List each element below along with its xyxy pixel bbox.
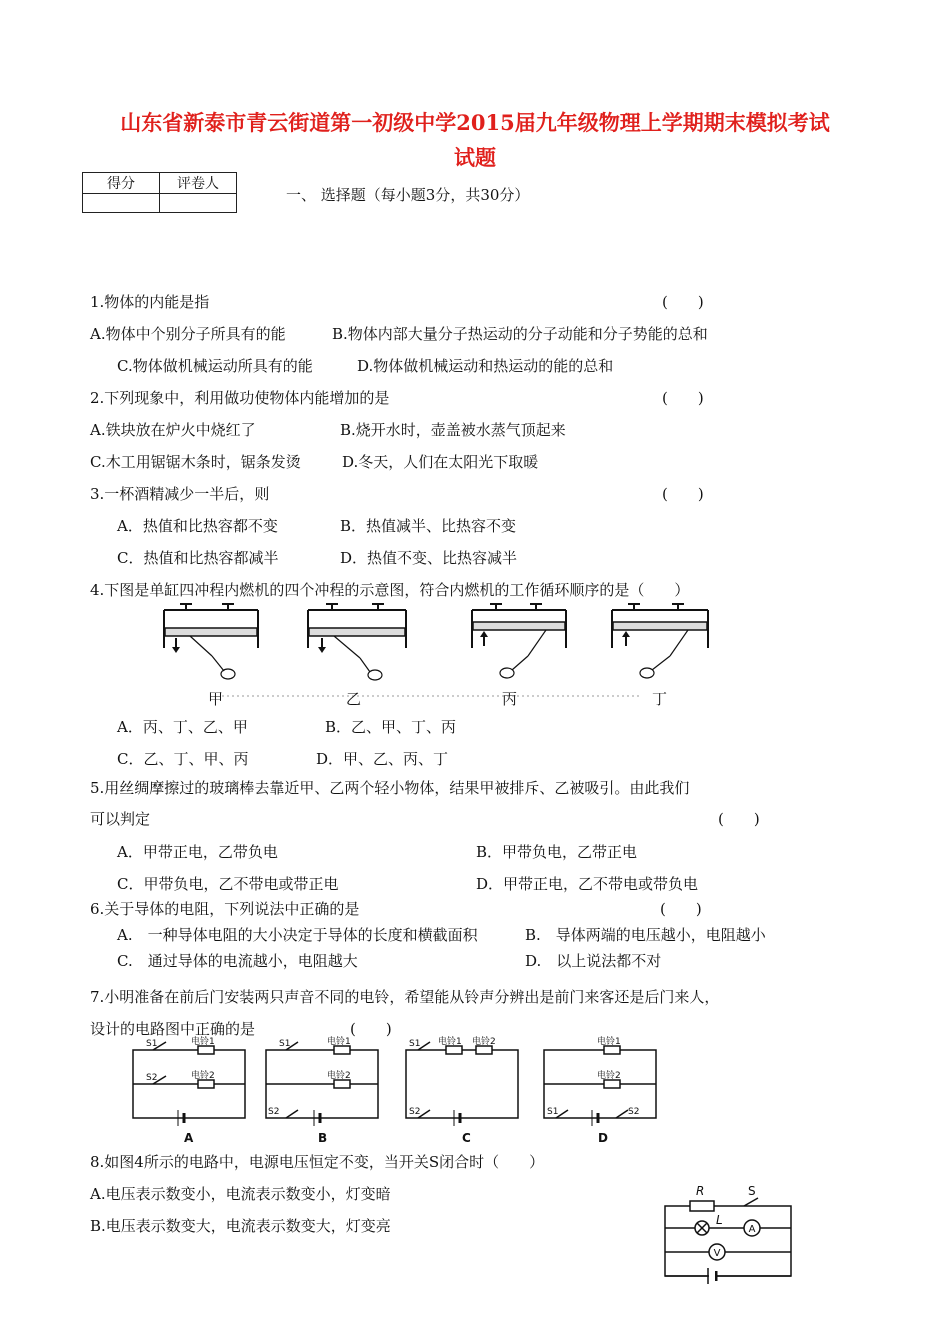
circuit-a	[133, 1042, 245, 1126]
q8-lamp-label: L	[716, 1213, 723, 1227]
q8-switch-label: S	[748, 1184, 756, 1198]
q6-option-d: D. 以上说法都不对	[525, 952, 662, 970]
q4-option-a: A．丙、丁、乙、甲	[117, 718, 248, 736]
q3-option-d: D．热值不变、比热容减半	[340, 549, 518, 567]
q3-answer-paren: ( )	[662, 485, 704, 503]
engine-stroke-bing	[472, 604, 566, 678]
q6-option-c: C. 通过导体的电流越小，电阻越大	[117, 952, 358, 970]
circuit-b-bell2-label: 电铃2	[327, 1071, 351, 1081]
circuit-d-s2-label: S2	[628, 1107, 640, 1117]
section-heading: 一、 选择题（每小题3分，共30分）	[286, 186, 530, 204]
circuit-a-bell2-label: 电铃2	[191, 1071, 215, 1081]
q6-option-a: A. 一种导体电阻的大小决定于导体的长度和横截面积	[117, 926, 478, 944]
q1-answer-paren: ( )	[662, 293, 704, 311]
circuit-b-bell1-label: 电铃1	[327, 1037, 351, 1047]
q2-option-b: B.烧开水时，壶盖被水蒸气顶起来	[340, 421, 566, 439]
q4-option-c: C．乙、丁、甲、丙	[117, 750, 249, 768]
q8-resistor-label: R	[696, 1184, 705, 1198]
q1-option-b: B.物体内部大量分子热运动的分子动能和分子势能的总和	[332, 325, 708, 343]
score-table	[82, 172, 237, 213]
q6-answer-paren: ( )	[660, 900, 702, 918]
q8-circuit-figure	[662, 1180, 802, 1292]
q1-option-d: D.物体做机械运动和热运动的能的总和	[357, 357, 614, 375]
q4-label-ding: 丁	[652, 690, 668, 708]
q4-stem: 4.下图是单缸四冲程内燃机的四个冲程的示意图，符合内燃机的工作循环顺序的是（ ）	[90, 581, 690, 599]
q1-option-c: C.物体做机械运动所具有的能	[117, 357, 313, 375]
circuit-b-s1-label: S1	[279, 1039, 291, 1049]
q8-option-a: A.电压表示数变小，电流表示数变小，灯变暗	[90, 1185, 391, 1203]
q5-option-d: D．甲带正电，乙不带电或带负电	[476, 875, 699, 893]
engine-stroke-yi	[308, 604, 406, 680]
q2-option-c: C.木工用锯锯木条时，锯条发烫	[90, 453, 301, 471]
q3-option-a: A．热值和比热容都不变	[117, 517, 278, 535]
q7-stem-line1: 7.小明准备在前后门安装两只声音不同的电铃，希望能从铃声分辨出是前门来客还是后门来人，	[90, 988, 720, 1006]
circuit-c-s1-label: S1	[409, 1039, 421, 1049]
q8-voltmeter-label: V	[713, 1248, 721, 1259]
q4-label-bing: 丙	[502, 690, 518, 708]
q8-stem: 8.如图4所示的电路中，电源电压恒定不变，当开关S闭合时（ ）	[90, 1153, 545, 1171]
q5-option-c: C．甲带负电，乙不带电或带正电	[117, 875, 339, 893]
document-title-line1: 山东省新泰市青云街道第一初级中学2015届九年级物理上学期期末模拟考试	[120, 110, 830, 135]
circuit-b	[266, 1042, 378, 1126]
circuit-label-d: D	[598, 1131, 608, 1145]
circuit-d-s1-label: S1	[547, 1107, 559, 1117]
q4-label-yi: 乙	[346, 690, 362, 708]
q4-option-b: B．乙、甲、丁、丙	[325, 718, 457, 736]
q7-answer-paren: ( )	[350, 1020, 392, 1038]
engine-stroke-ding	[612, 604, 708, 678]
q5-option-b: B．甲带负电，乙带正电	[476, 843, 638, 861]
q4-label-jia: 甲	[208, 690, 224, 708]
grader-header: 评卷人	[160, 173, 237, 194]
q1-option-a: A.物体中个别分子所具有的能	[90, 325, 286, 343]
q4-engine-strokes-figure	[150, 598, 730, 708]
circuit-label-a: A	[184, 1131, 194, 1145]
circuit-c	[406, 1042, 518, 1126]
circuit-c-bell2-label: 电铃2	[472, 1037, 496, 1047]
circuit-a-s2-label: S2	[146, 1073, 158, 1083]
document-title-line2: 试题	[454, 145, 496, 170]
q2-stem: 2.下列现象中，利用做功使物体内能增加的是	[90, 389, 390, 407]
score-cell	[83, 194, 160, 213]
q7-circuits-figure	[128, 1038, 658, 1150]
circuit-b-s2-label: S2	[268, 1107, 280, 1117]
circuit-d-bell1-label: 电铃1	[597, 1037, 621, 1047]
q3-option-b: B．热值减半、比热容不变	[340, 517, 517, 535]
score-header: 得分	[83, 173, 160, 194]
q8-ammeter-label: A	[748, 1224, 756, 1235]
circuit-d-bell2-label: 电铃2	[597, 1071, 621, 1081]
circuit-label-b: B	[318, 1131, 328, 1145]
circuit-a-bell1-label: 电铃1	[191, 1037, 215, 1047]
q2-answer-paren: ( )	[662, 389, 704, 407]
q2-option-d: D.冬天，人们在太阳光下取暖	[342, 453, 539, 471]
q2-option-a: A.铁块放在炉火中烧红了	[90, 421, 256, 439]
q3-option-c: C．热值和比热容都减半	[117, 549, 279, 567]
circuit-c-s2-label: S2	[409, 1107, 421, 1117]
q5-stem-line2: 可以判定	[90, 810, 151, 828]
circuit-a-s1-label: S1	[146, 1039, 158, 1049]
q6-option-b: B. 导体两端的电压越小，电阻越小	[525, 926, 766, 944]
q5-option-a: A．甲带正电，乙带负电	[117, 843, 278, 861]
q5-answer-paren: ( )	[718, 810, 760, 828]
q8-option-b: B.电压表示数变大，电流表示数变大，灯变亮	[90, 1217, 391, 1235]
q3-stem: 3.一杯酒精减少一半后，则	[90, 485, 270, 503]
q4-option-d: D．甲、乙、丙、丁	[316, 750, 449, 768]
q1-stem: 1.物体的内能是指	[90, 293, 210, 311]
circuit-c-bell1-label: 电铃1	[438, 1037, 462, 1047]
grader-cell	[160, 194, 237, 213]
q5-stem-line1: 5.用丝绸摩擦过的玻璃棒去靠近甲、乙两个轻小物体，结果甲被排斥、乙被吸引。由此我们	[90, 779, 690, 797]
engine-stroke-jia	[164, 604, 258, 679]
q6-stem: 6.关于导体的电阻，下列说法中正确的是	[90, 900, 360, 918]
circuit-label-c: C	[462, 1131, 471, 1145]
q7-stem-line2: 设计的电路图中正确的是	[90, 1020, 256, 1038]
